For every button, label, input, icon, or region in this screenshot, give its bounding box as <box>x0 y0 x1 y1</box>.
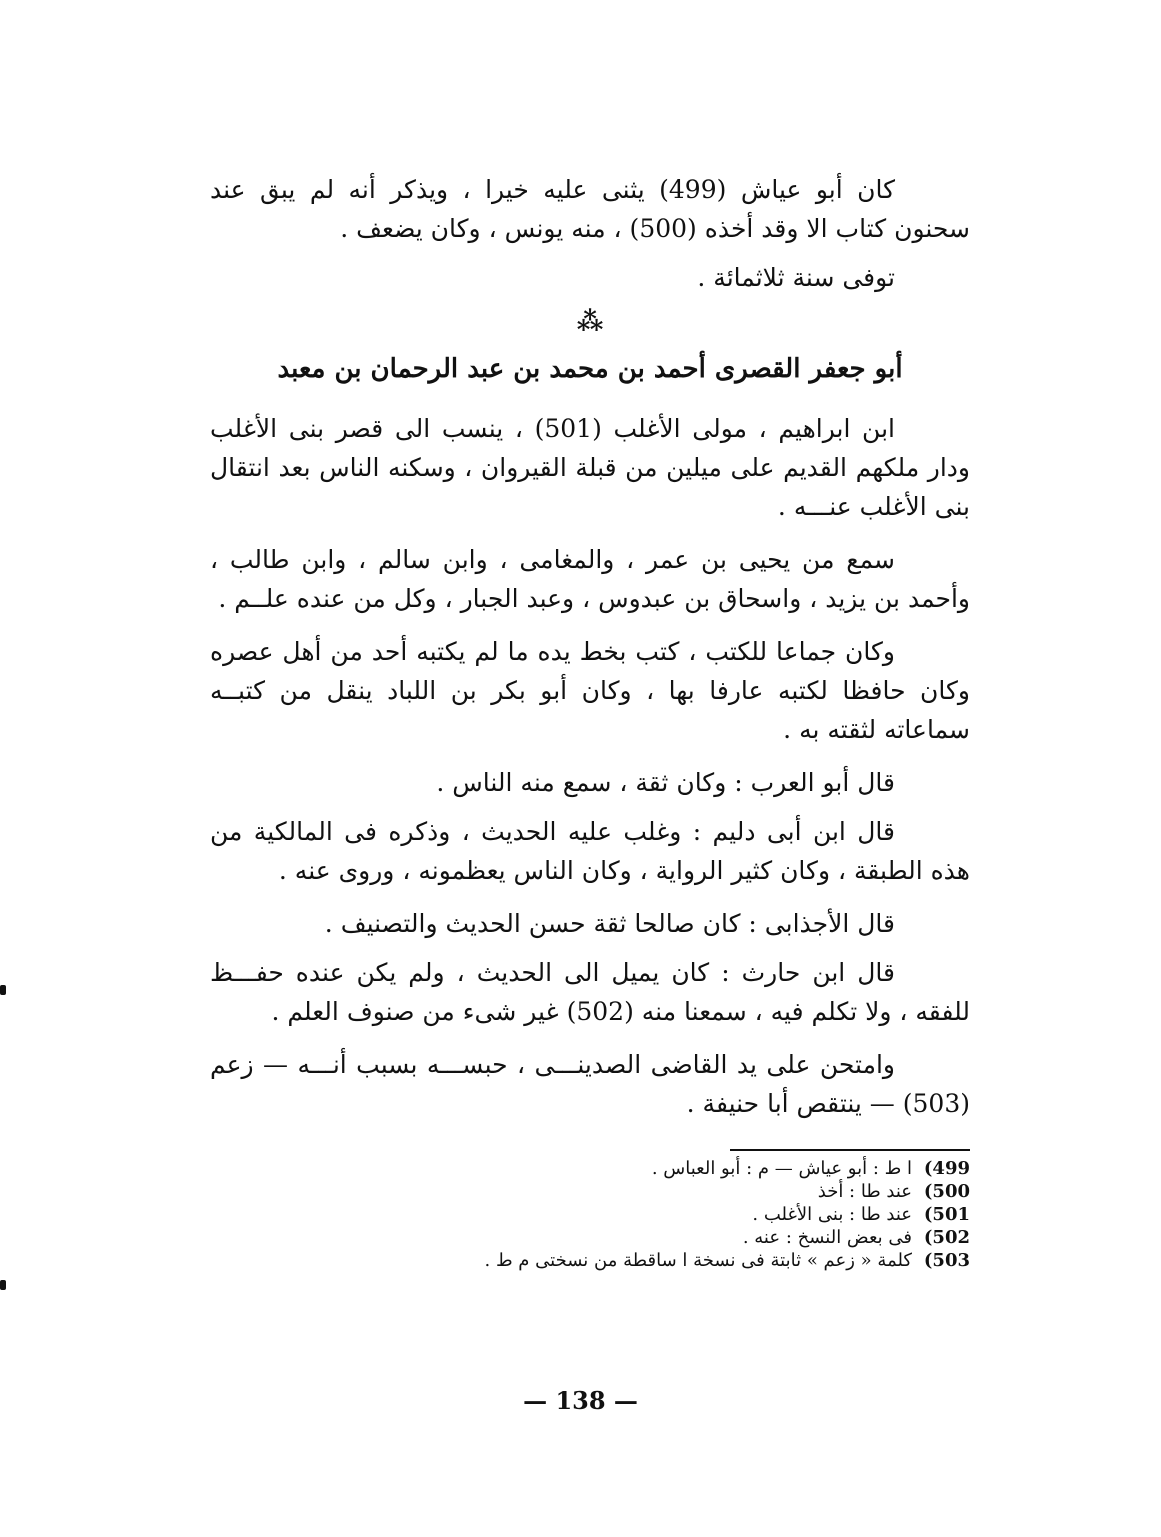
footnote-divider <box>730 1149 970 1151</box>
paragraph: سمع من يحيى بن عمر ، والمغامى ، وابن سالم ، وابن طالب ، وأحمد بن يزيد ، واسحاق بن عبدوس ، وعبد الجبار ، وكل من عنده علــم . <box>210 545 970 613</box>
footnote-number: (500 <box>923 1181 970 1202</box>
footnote-text: فى بعض النسخ : عنه . <box>742 1227 912 1248</box>
paragraph: قال أبو العرب : وكان ثقة ، سمع منه الناس . <box>436 768 895 797</box>
paragraph: توفى سنة ثلاثمائة . <box>697 263 895 292</box>
footnote-text: عند طا : بنى الأغلب . <box>752 1204 912 1225</box>
footnote-text: ا ط : أبو عياش — م : أبو العباس . <box>651 1158 912 1179</box>
footnote <box>210 1157 970 1180</box>
footnote <box>210 1249 970 1272</box>
footnote-number: (502 <box>923 1227 970 1248</box>
footnote <box>210 1180 970 1203</box>
scan-edge-mark <box>0 985 6 995</box>
paragraph: قال الأجذابى : كان صالحا ثقة حسن الحديث والتصنيف . <box>324 909 895 938</box>
paragraph: وكان جماعا للكتب ، كتب بخط يده ما لم يكتبه أحد من أهل عصره وكان حافظا لكتبه عارفا بها ، وكان أبو بكر بن اللباد ينقل من كتبــه سماعاته لثقته به . <box>210 637 970 744</box>
footnote-text: عند طا : أخذ <box>817 1181 912 1202</box>
footnote-number: (503 <box>923 1250 970 1271</box>
paragraph: قال ابن أبى دليم : وغلب عليه الحديث ، وذكره فى المالكية من هذه الطبقة ، وكان كثير الرواية ، وكان الناس يعظمونه ، وروى عنه . <box>210 817 970 885</box>
paragraph: قال ابن حارث : كان يميل الى الحديث ، ولم يكن عنده حفـــظ للفقه ، ولا تكلم فيه ، سمعنا منه (502) غير شىء من صنوف العلم . <box>210 958 970 1026</box>
footnote <box>210 1203 970 1226</box>
footnote <box>210 1226 970 1249</box>
footnote-number: (499 <box>923 1158 970 1179</box>
paragraph: كان أبو عياش (499) يثنى عليه خيرا ، ويذكر أنه لم يبق عند سحنون كتاب الا وقد أخذه (500) ، منه يونس ، وكان يضعف . <box>210 175 970 243</box>
footnote-number: (501 <box>923 1204 970 1225</box>
biography-heading: أبو جعفر القصرى أحمد بن محمد بن عبد الرحمان بن معبد <box>277 354 903 384</box>
footnotes <box>210 1141 970 1272</box>
scan-edge-mark <box>0 1280 6 1290</box>
page-body <box>210 170 970 1272</box>
paragraph: ابن ابراهيم ، مولى الأغلب (501) ، ينسب الى قصر بنى الأغلب ودار ملكهم القديم على ميلين من قبلة القيروان ، وسكنه الناس بعد انتقال بنى الأغلب عنـــه . <box>210 414 970 521</box>
paragraph: وامتحن على يد القاضى الصدينـــى ، حبســـه بسبب أنـــه — زعم (503) — ينتقص أبا حنيفة . <box>210 1050 970 1118</box>
footnote-text: كلمة « زعم » ثابتة فى نسخة ا ساقطة من نسختى م ط . <box>484 1250 912 1271</box>
page-number: — 138 — <box>523 1386 638 1415</box>
section-ornament: ⁂ <box>576 307 604 337</box>
